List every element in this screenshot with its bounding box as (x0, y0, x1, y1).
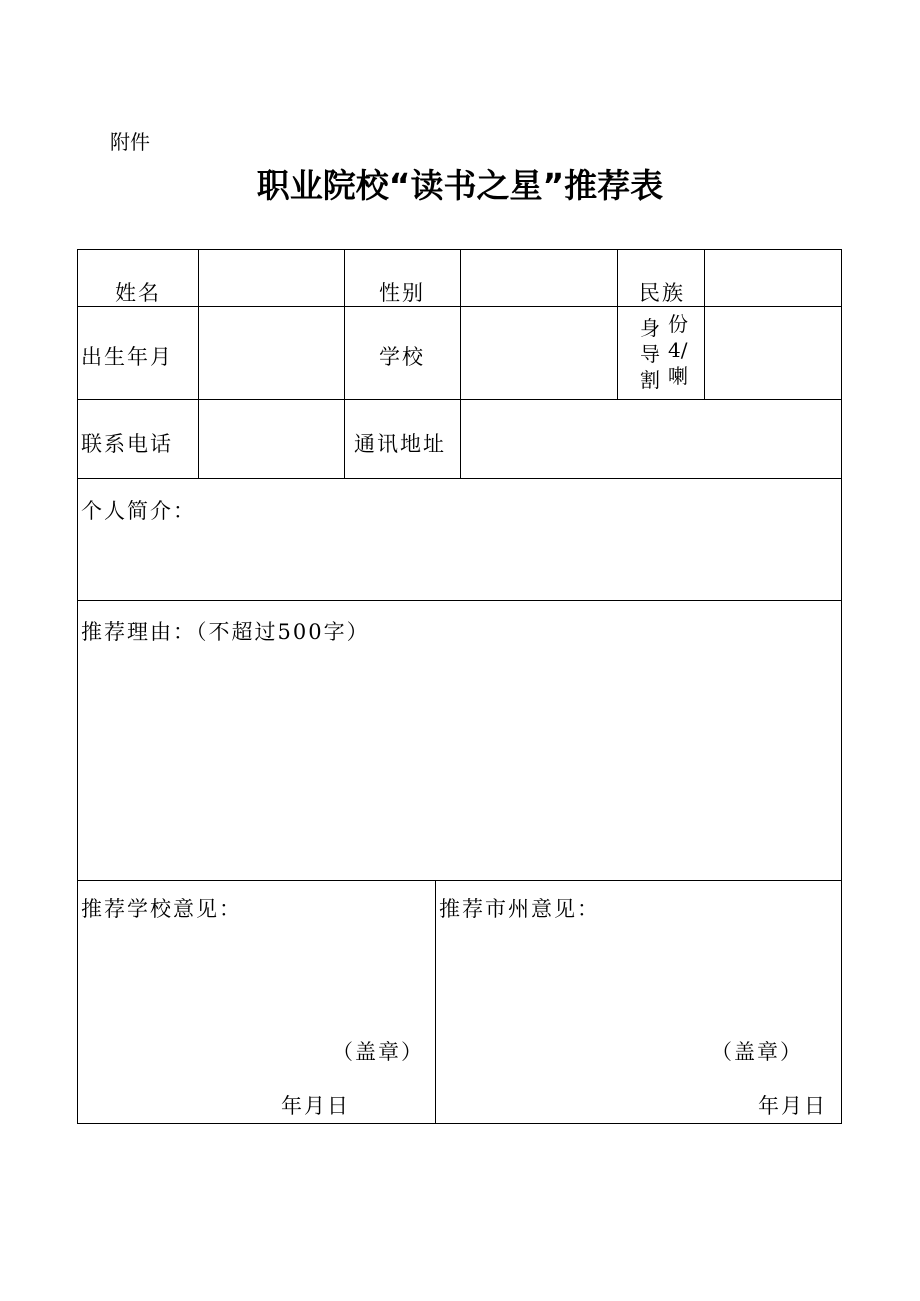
id-number-label-col1: 身 导 割 (640, 316, 660, 392)
col-divider (344, 249, 345, 478)
city-opinion-label: 推荐市州意见： (439, 897, 600, 921)
col-divider (198, 249, 199, 478)
birth-label: 出生年月 (81, 345, 173, 369)
id-number-label-col2: 份 4/ 喇 (668, 312, 688, 388)
table-border-right (841, 249, 842, 1124)
recommendation-form-table (77, 249, 842, 1124)
table-border-bottom (77, 1123, 842, 1124)
page-title: 职业院校“读书之星”推荐表 (256, 166, 664, 205)
gender-label: 性别 (379, 281, 425, 305)
school-label: 学校 (379, 345, 425, 369)
school-opinion-label: 推荐学校意见： (81, 897, 242, 921)
col-divider (704, 249, 705, 399)
col-divider (435, 880, 436, 1124)
address-label: 通讯地址 (354, 432, 446, 456)
row-divider (77, 600, 842, 601)
name-label: 姓名 (115, 281, 161, 305)
seal-label-left: （盖章） (332, 1040, 424, 1064)
seal-label-right: （盖章） (711, 1040, 803, 1064)
col-divider (460, 249, 461, 478)
date-label-right: 年月日 (758, 1094, 827, 1118)
ethnicity-label: 民族 (639, 281, 685, 305)
phone-label: 联系电话 (81, 432, 173, 456)
reason-label: 推荐理由：（不超过500字） (81, 620, 370, 644)
row-divider (77, 880, 842, 881)
col-divider (617, 249, 618, 399)
profile-label: 个人简介： (81, 499, 196, 523)
attachment-label: 附件 (110, 130, 150, 154)
table-border-left (77, 249, 78, 1124)
date-label-left: 年月日 (281, 1094, 350, 1118)
row-divider (77, 478, 842, 479)
